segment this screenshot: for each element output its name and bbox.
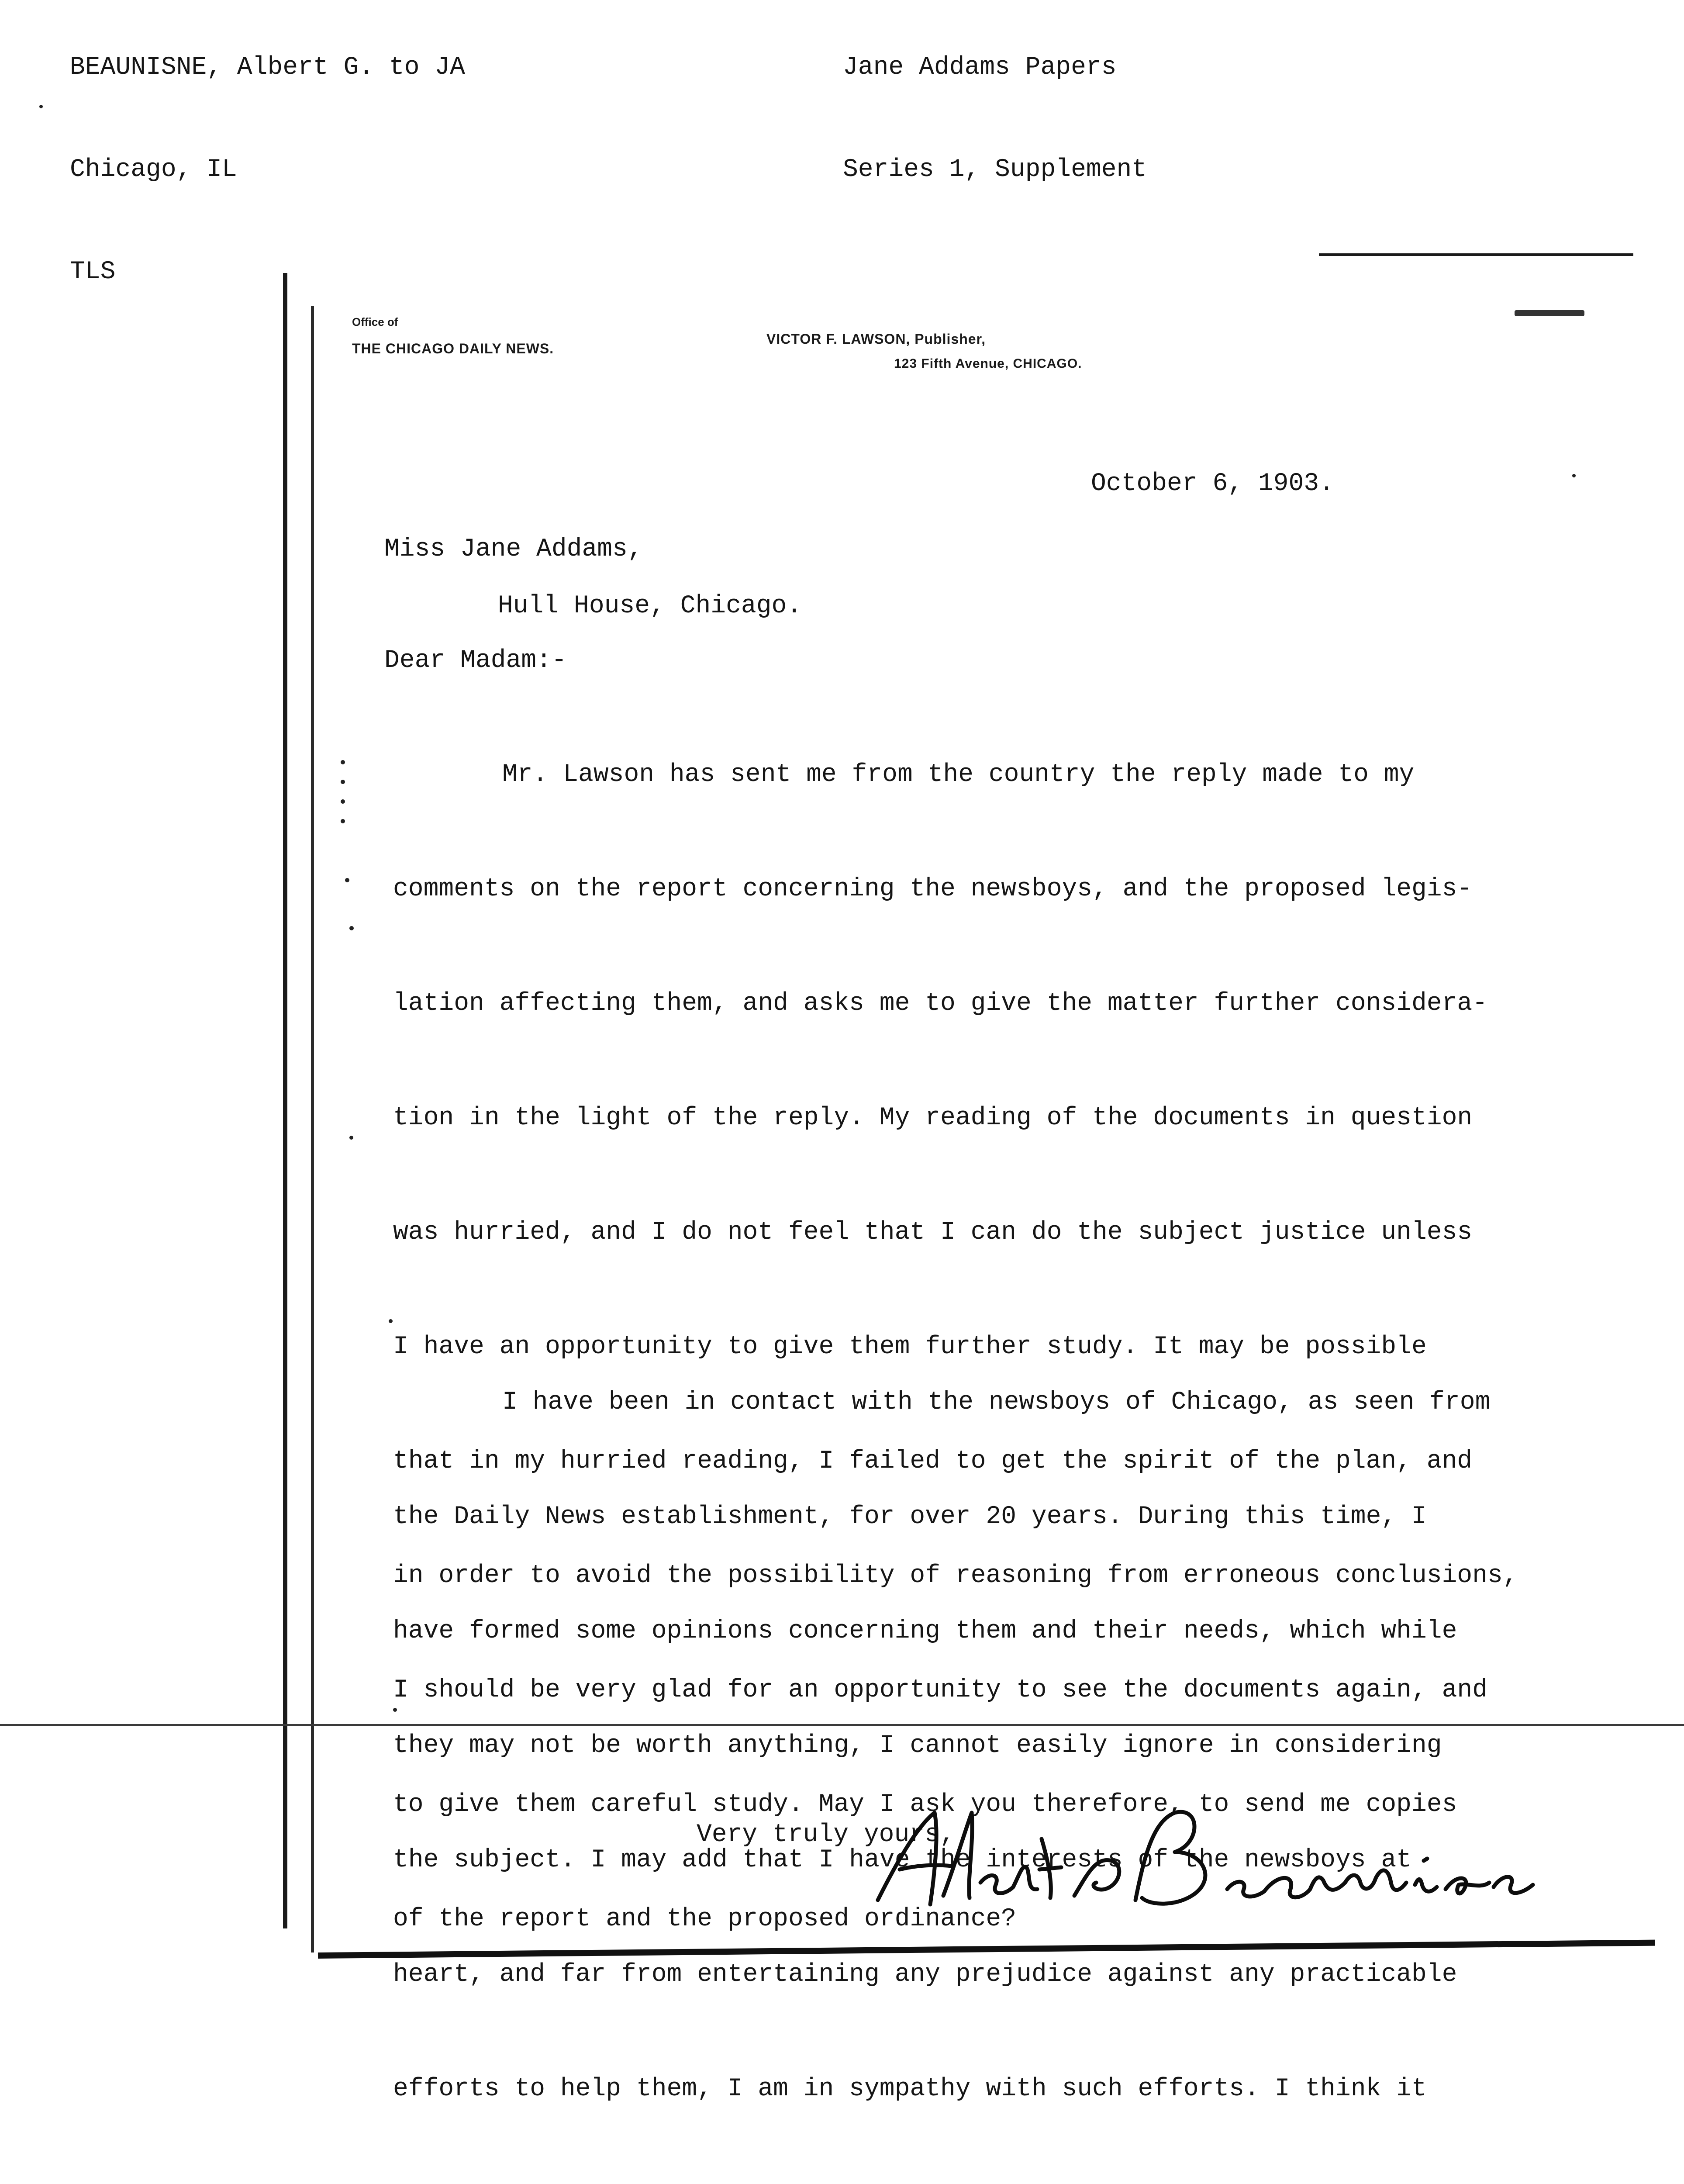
page-edge-inner [311, 306, 314, 1952]
scan-speck [341, 799, 345, 804]
letter-paragraph-2 [393, 1317, 1503, 2184]
letterhead-paper: THE CHICAGO DAILY NEWS. [352, 341, 554, 356]
scan-speck [389, 1319, 393, 1323]
archive-label-left [70, 0, 465, 323]
letter-closing: Very truly yours, [697, 1821, 955, 1849]
page-edge-top [1319, 253, 1633, 256]
letterhead-publisher: VICTOR F. LAWSON, Publisher, [766, 331, 986, 347]
archive-label-line: Series 1, Supplement [843, 156, 1147, 184]
scan-speck [349, 1136, 353, 1140]
letter-salutation: Dear Madam:- [384, 646, 567, 675]
scan-speck [393, 1708, 397, 1712]
letter-line: efforts to help them, I am in sympathy with such efforts. I think it [393, 2075, 1427, 2103]
letter-date: October 6, 1903. [1091, 470, 1334, 498]
archive-label-line: Jane Addams Papers [843, 53, 1117, 82]
scan-speck [341, 819, 345, 823]
letter-line: comments on the report concerning the newsboys, and the proposed legis- [393, 875, 1473, 903]
scan-speck [349, 926, 354, 930]
archive-label-line: Chicago, IL [70, 156, 237, 184]
signature [869, 1795, 1542, 1926]
scan-speck [39, 105, 43, 108]
scan-speck [345, 878, 349, 882]
letter-line: was hurried, and I do not feel that I can do the subject justice unless [393, 1218, 1473, 1247]
scan-speck [341, 760, 345, 764]
letter-line: they may not be worth anything, I cannot easily ignore in considering [393, 1731, 1442, 1760]
letter-line: have formed some opinions concerning them and their needs, which while [393, 1617, 1457, 1645]
letter-addressee: Miss Jane Addams, [384, 535, 643, 563]
scan-speck [341, 780, 345, 784]
letter-line: to give them careful study. May I ask you therefore, to send me copies [393, 1790, 1457, 1819]
letter-line: I have an opportunity to give them further study. It may be possible [393, 1333, 1427, 1361]
letter-line: the Daily News establishment, for over 20 years. During this time, I [393, 1503, 1427, 1531]
letter-line: the subject. I may add that I have the interests of the newsboys at [393, 1846, 1411, 1874]
letterhead-mark [1515, 310, 1584, 316]
letter-line [393, 2175, 1503, 2184]
page-edge-left [283, 273, 287, 1928]
archive-label-line: BEAUNISNE, Albert G. to JA [70, 53, 465, 82]
letter-line: heart, and far from entertaining any prejudice against any practicable [393, 1960, 1457, 1989]
letter-line: tion in the light of the reply. My reading of the documents in question [393, 1104, 1473, 1132]
scan-speck [1572, 474, 1576, 477]
letter-line: Mr. Lawson has sent me from the country the reply made to my [502, 760, 1415, 789]
archive-label-line: TLS [70, 258, 116, 286]
letterhead-address: 123 Fifth Avenue, CHICAGO. [894, 356, 1082, 371]
archive-label-right [843, 0, 1147, 221]
letter-address: Hull House, Chicago. [498, 592, 802, 620]
letterhead-office: Office of [352, 315, 398, 328]
letter-line: that in my hurried reading, I failed to get the spirit of the plan, and [393, 1447, 1473, 1476]
letter-line: I have been in contact with the newsboys of Chicago, as seen from [502, 1388, 1491, 1417]
letter-line: lation affecting them, and asks me to give the matter further considera- [393, 989, 1488, 1018]
letter-line: of the report and the proposed ordinance? [393, 1905, 1017, 1933]
letter-line: in order to avoid the possibility of reasoning from erroneous conclusions, [393, 1562, 1518, 1590]
letter-line: I should be very glad for an opportunity to see the documents again, and [393, 1676, 1488, 1704]
